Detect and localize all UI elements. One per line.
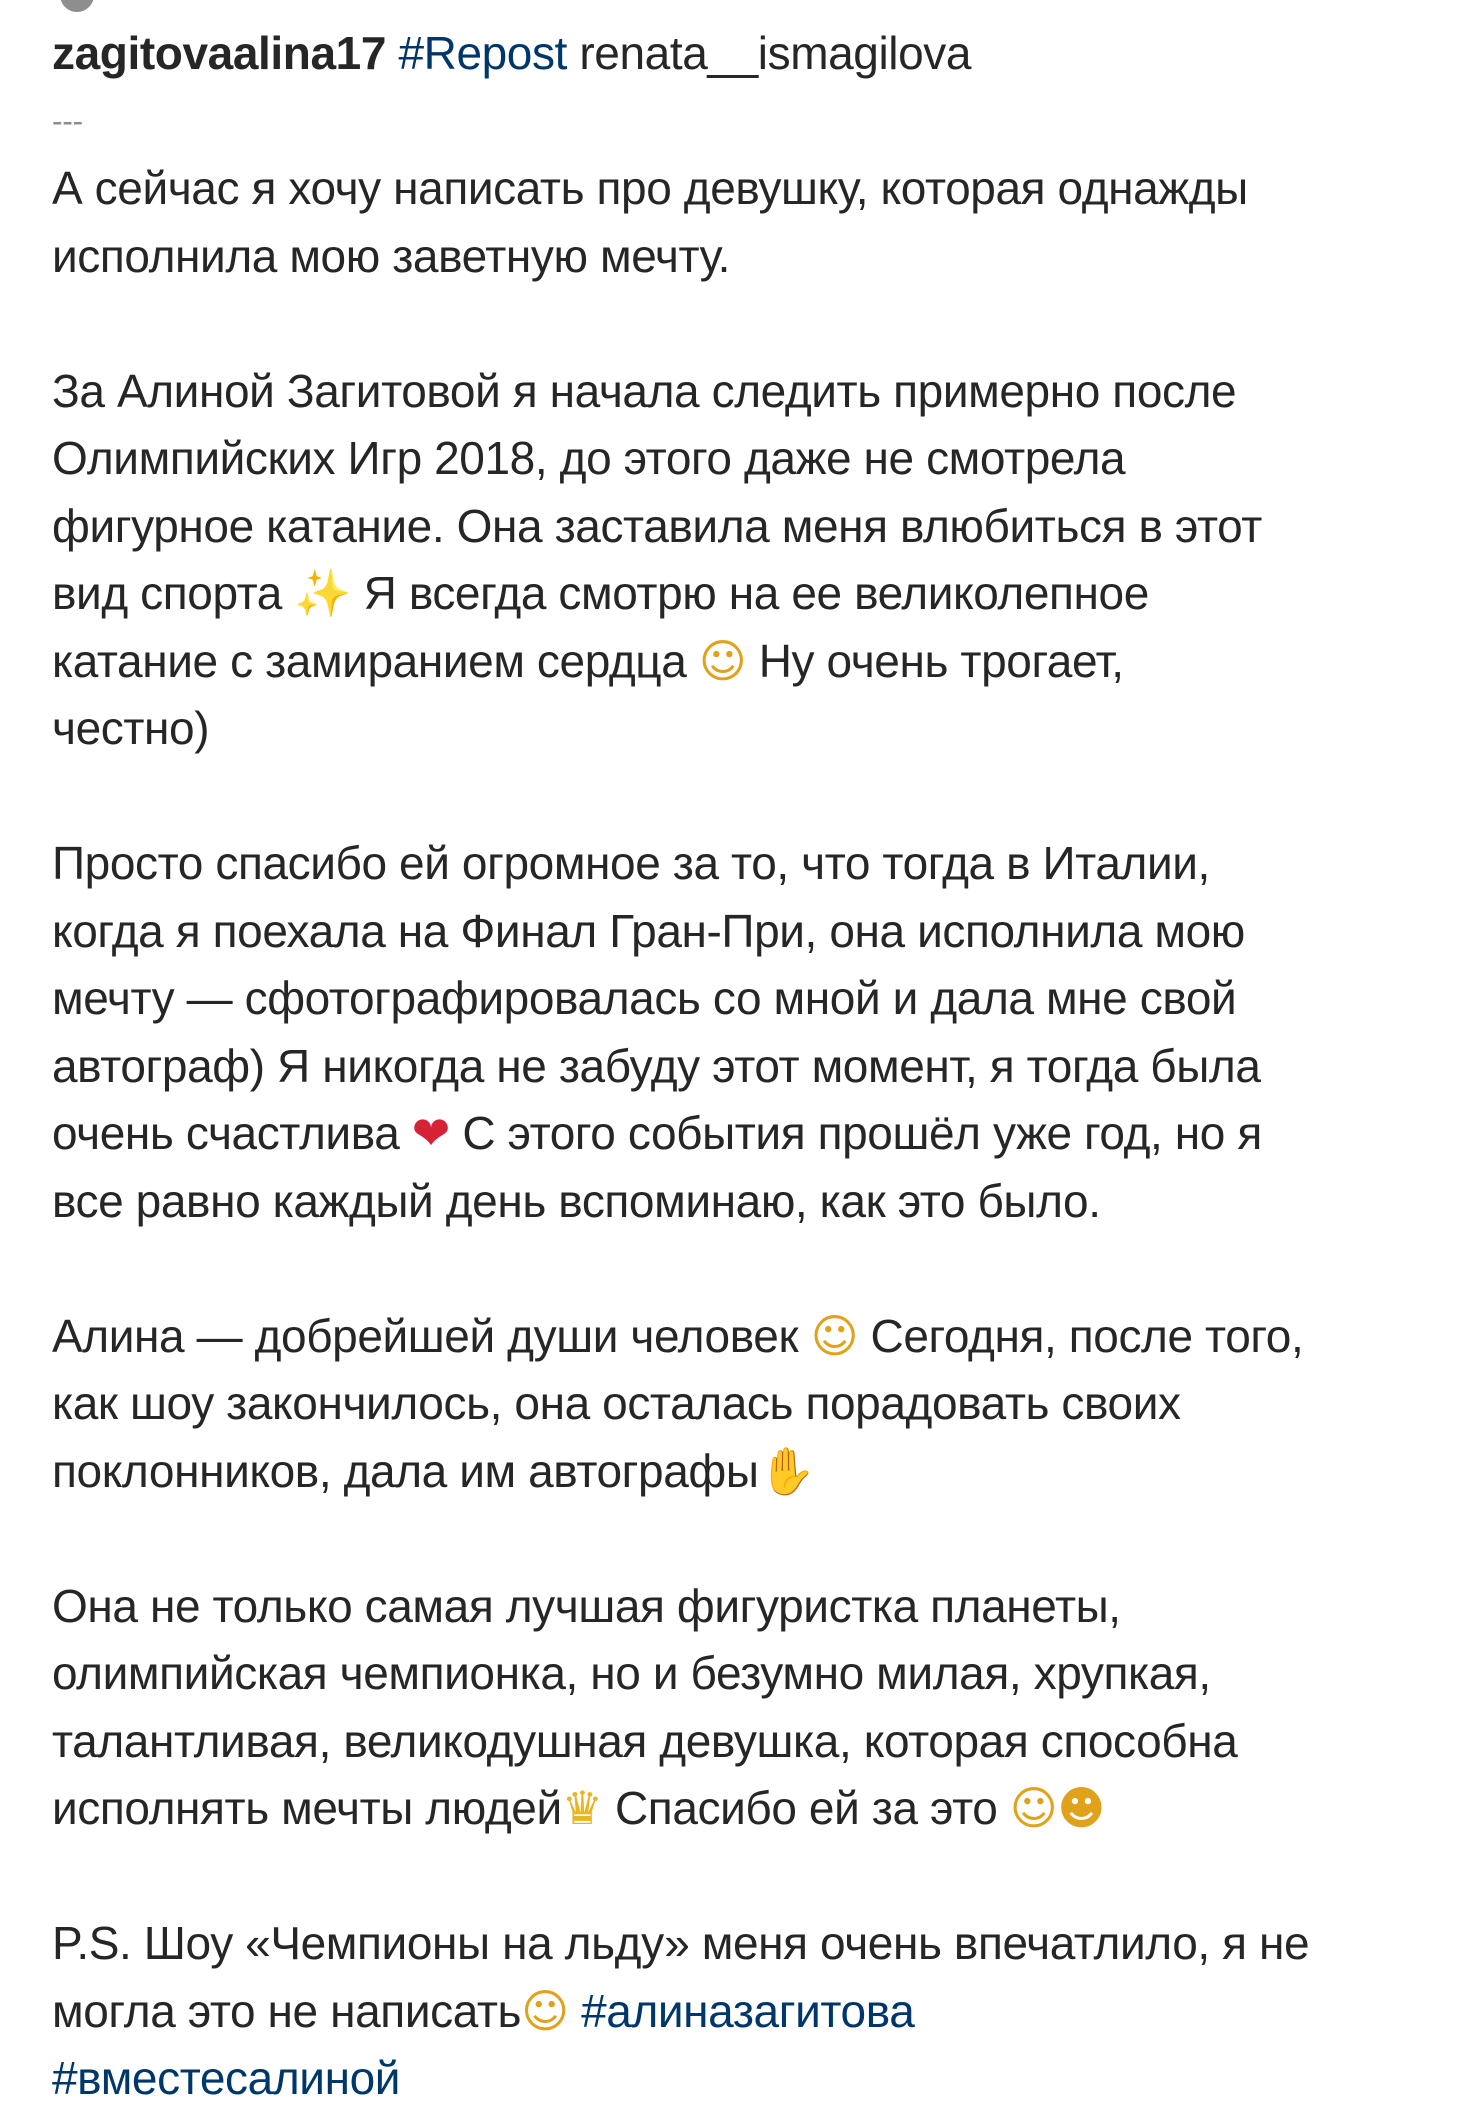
caption-line [52,1978,1422,2046]
post-caption [52,20,1422,2113]
username-link[interactable]: zagitovaalina17 [52,27,387,79]
caption-line: А сейчас я хочу написать про девушку, которая однажды [52,162,1248,214]
caption-text: катание с замиранием сердца [52,634,699,687]
caption-line [52,1438,1422,1506]
caption-divider: --- [52,102,83,139]
caption-line: честно) [52,702,210,754]
caption-line: олимпийская чемпионка, но и безумно милая, хрупкая, [52,1647,1211,1699]
avatar[interactable] [60,0,94,12]
caption-line: фигурное катание. Она заставила меня влюбиться в этот [52,499,1262,552]
red-heart-icon: ❤ [411,1106,450,1160]
caption-text: Ну очень трогает, [746,634,1124,687]
caption-text: очень счастлива [52,1107,412,1159]
caption-line: Она не только самая лучшая фигуристка планеты, [52,1579,1121,1632]
caption-line: P.S. Шоу «Чемпионы на льду» меня очень впечатлило, я не [52,1917,1310,1969]
caption-text: могла это не написать [52,1984,522,2037]
caption-line: Просто спасибо ей огромное за то, что тогда в Италии, [52,837,1210,889]
caption-text: Я всегда смотрю на ее великолепное [351,567,1149,619]
hashtag-link[interactable]: #алиназагитова [581,1984,915,2037]
caption-line [52,1303,1422,1371]
caption-line [52,1775,1422,1843]
caption-line [52,628,1422,696]
caption-line: мечту — сфотографировалась со мной и дала мне свой [52,972,1237,1024]
caption-text: Алина — добрейшей души человек [52,1309,811,1362]
sparkles-icon: ✨ [294,566,352,620]
caption-text: поклонников, дала им автографы [52,1444,759,1497]
caption-paragraph [52,1910,1422,2113]
smiling-face-icon: ☺ [521,1983,569,2038]
caption-line: Олимпийских Игр 2018, до этого даже не смотрела [52,432,1126,484]
caption-line: когда я поехала на Финал Гран-При, она исполнила мою [52,904,1245,957]
caption-text: вид спорта [52,567,295,619]
caption-line: исполнила мою заветную мечту. [52,229,731,282]
caption-text: Спасибо ей за это [602,1782,1010,1834]
caption-paragraph [52,830,1422,1235]
caption-text: С этого события прошёл уже год, но я [449,1107,1262,1159]
caption-line: талантливая, великодушная девушка, которая способна [52,1714,1238,1767]
caption-line: За Алиной Загитовой я начала следить примерно после [52,364,1237,417]
heart-eyes-icon: ☻ [1057,1781,1105,1835]
caption-line: как шоу закончилось, она осталась порадовать своих [52,1377,1181,1429]
crown-icon: ♛ [561,1781,603,1835]
hashtag-repost[interactable]: #Repost [398,27,567,79]
caption-text: исполнять мечты людей [52,1782,562,1834]
caption-paragraph [52,1573,1422,1843]
pleading-face-icon: ☺ [1009,1781,1058,1835]
caption-line: автограф) Я никогда не забуду этот момент, я тогда была [52,1039,1261,1092]
caption-line: все равно каждый день вспоминаю, как это было. [52,1174,1101,1227]
caption-paragraph [52,155,1422,290]
folded-hands-icon: ✋ [758,1443,816,1498]
caption-line [52,2045,1422,2113]
caption-paragraph [52,358,1422,763]
repost-source-user: renata__ismagilova [579,27,972,79]
caption-header [52,20,1422,88]
caption-paragraph [52,1303,1422,1506]
hashtag-link[interactable]: #вместесалиной [52,2052,401,2104]
caption-line [52,1100,1422,1168]
caption-line [52,560,1422,628]
pleading-face-icon: ☺ [698,633,747,688]
caption-text: Сегодня, после того, [858,1309,1304,1362]
smiling-face-with-hearts-icon: ☺ [810,1308,859,1363]
